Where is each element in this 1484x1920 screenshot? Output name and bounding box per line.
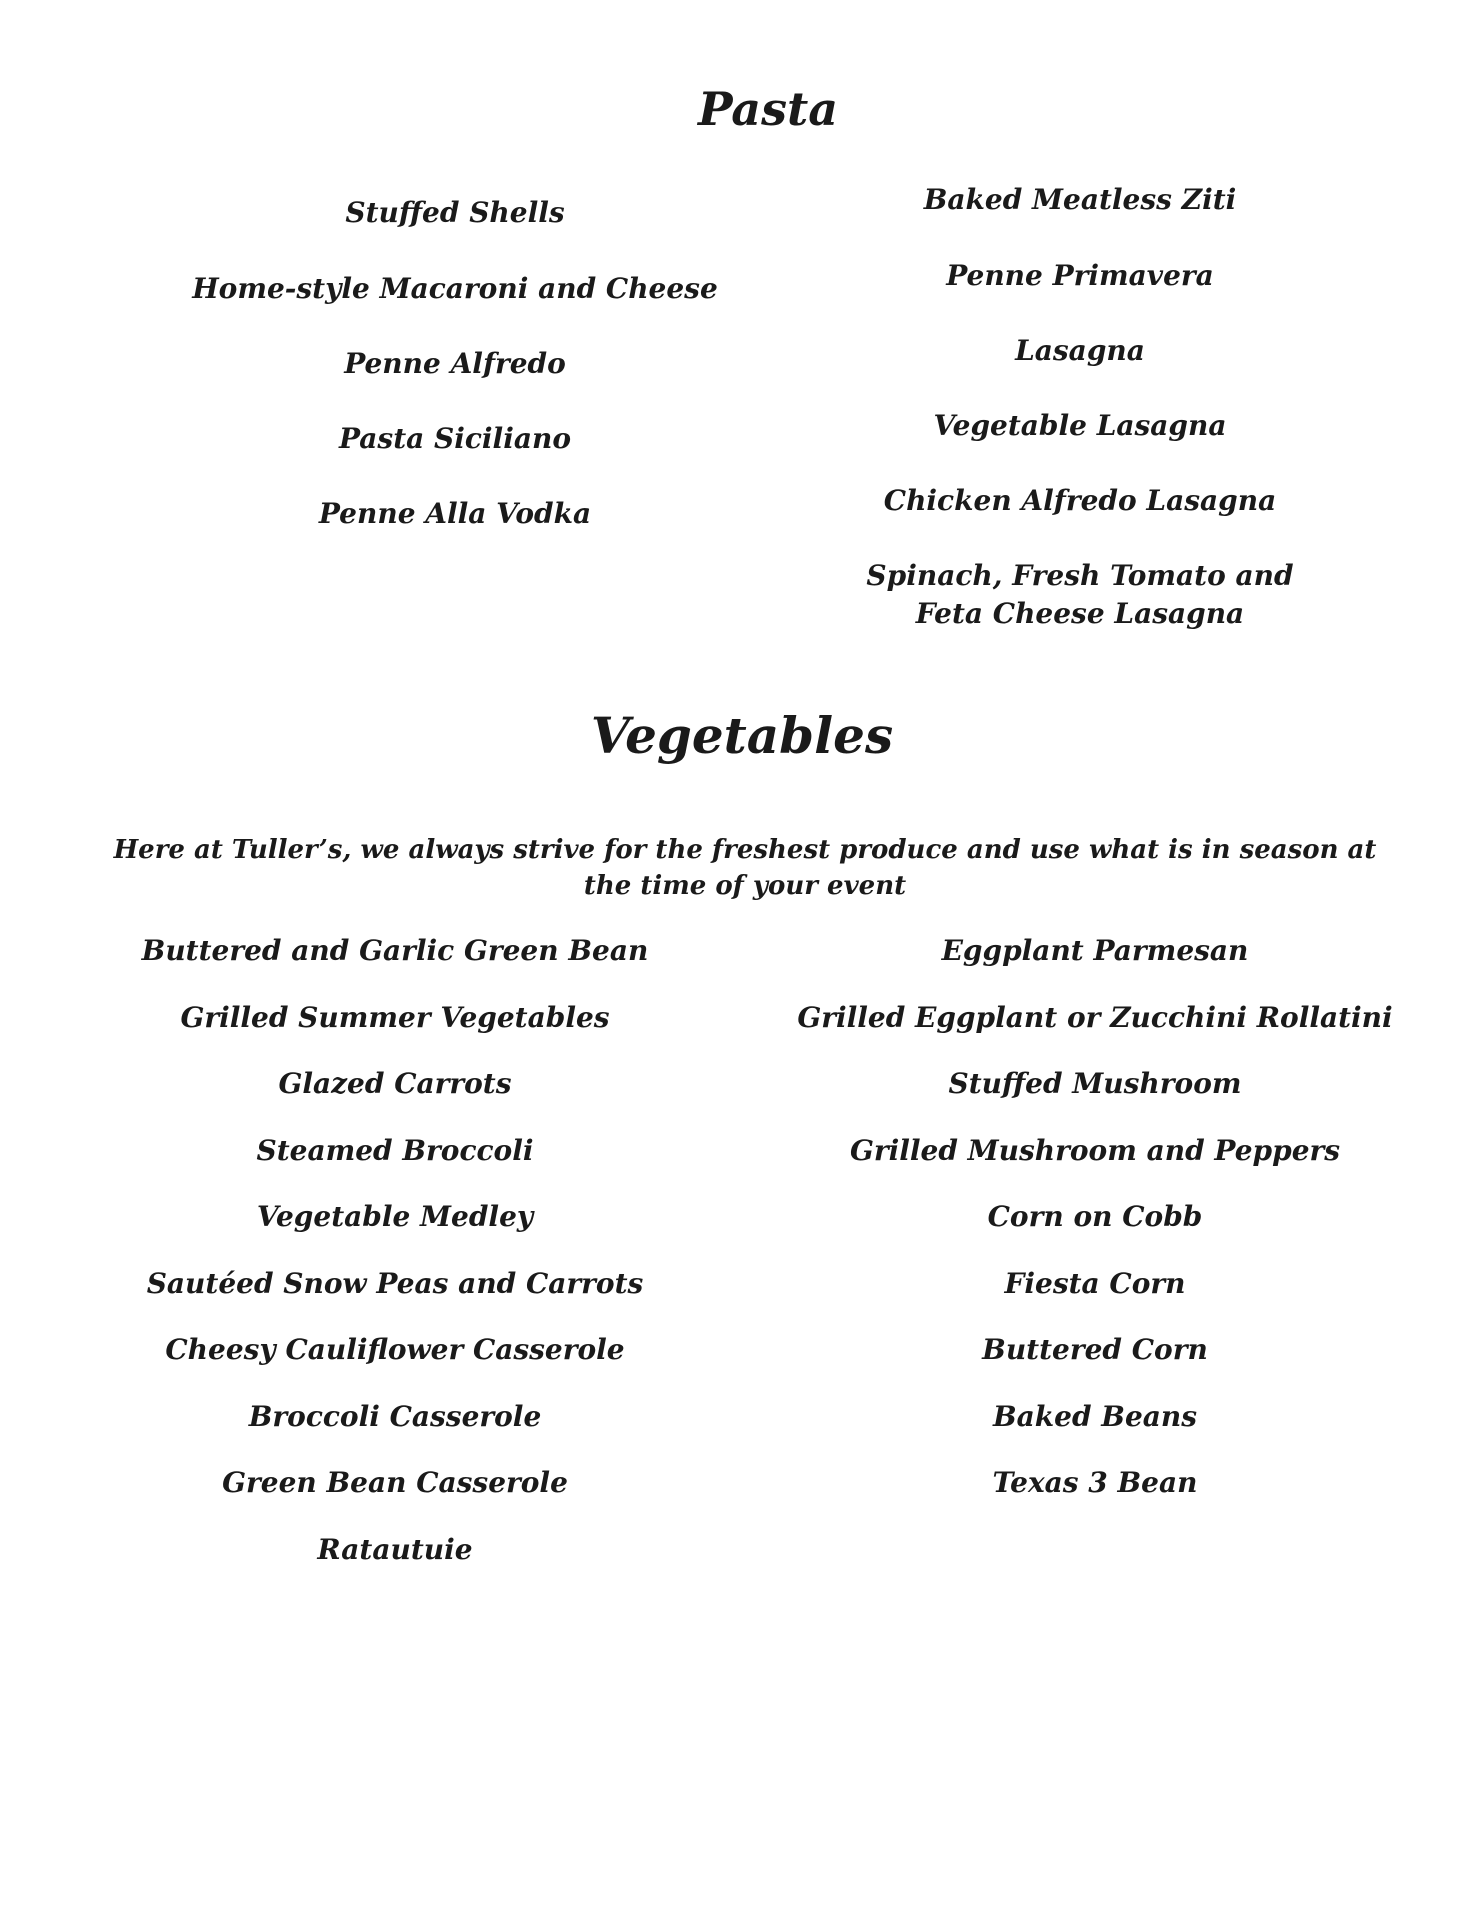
vegetable-item: Cheesy Cauliflower Casserole: [165, 1333, 625, 1366]
vegetable-item: Glazed Carrots: [278, 1067, 512, 1100]
pasta-item: Baked Meatless Ziti: [923, 183, 1237, 216]
vegetable-item: Baked Beans: [992, 1400, 1198, 1433]
vegetable-item: Vegetable Medley: [256, 1200, 534, 1233]
pasta-section-title: Pasta: [697, 82, 839, 136]
vegetable-item: Corn on Cobb: [987, 1200, 1203, 1233]
vegetable-item: Steamed Broccoli: [256, 1134, 534, 1167]
vegetables-section-title: Vegetables: [590, 706, 894, 765]
vegetables-intro: Here at Tuller’s, we always strive for the freshest produce and use what is in season at the time of your event: [113, 835, 1377, 901]
vegetable-item: Green Bean Casserole: [222, 1466, 568, 1499]
vegetable-item: Stuffed Mushroom: [948, 1067, 1242, 1100]
vegetable-item: Broccoli Casserole: [248, 1400, 542, 1433]
vegetable-item: Grilled Summer Vegetables: [180, 1001, 610, 1034]
vegetable-item: Ratautuie: [317, 1533, 473, 1566]
pasta-item: Penne Alla Vodka: [318, 497, 592, 530]
pasta-item: Penne Alfredo: [344, 347, 566, 380]
vegetable-item: Buttered and Garlic Green Bean: [141, 934, 649, 967]
vegetable-item: Fiesta Corn: [1004, 1267, 1186, 1300]
vegetable-item: Grilled Mushroom and Peppers: [849, 1134, 1341, 1167]
vegetable-item: Grilled Eggplant or Zucchini Rollatini: [797, 1001, 1393, 1034]
vegetable-item: Eggplant Parmesan: [941, 934, 1249, 967]
pasta-item: Home-style Macaroni and Cheese: [192, 272, 718, 305]
pasta-item: Penne Primavera: [946, 259, 1214, 292]
pasta-item: Vegetable Lasagna: [933, 409, 1227, 442]
pasta-item: Pasta Siciliano: [338, 422, 572, 455]
pasta-item: Chicken Alfredo Lasagna: [883, 484, 1277, 517]
pasta-item: Spinach, Fresh Tomato and Feta Cheese Lasagna: [866, 559, 1294, 630]
vegetable-item: Buttered Corn: [982, 1333, 1208, 1366]
pasta-item: Lasagna: [1015, 334, 1145, 367]
vegetable-item: Texas 3 Bean: [992, 1466, 1198, 1499]
vegetable-item: Sautéed Snow Peas and Carrots: [146, 1267, 644, 1300]
pasta-item: Stuffed Shells: [345, 196, 565, 229]
